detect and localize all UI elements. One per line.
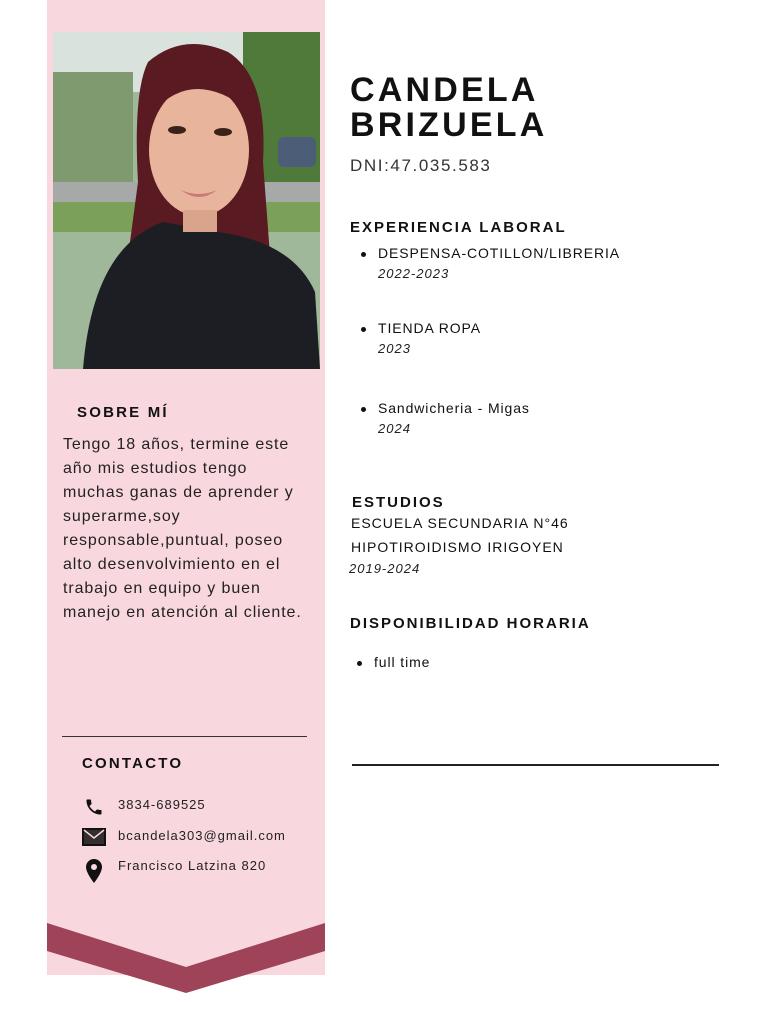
contact-title: CONTACTO bbox=[82, 755, 184, 772]
experience-title: EXPERIENCIA LABORAL bbox=[350, 219, 567, 236]
contact-address bbox=[82, 858, 266, 888]
experience-job: TIENDA ROPA bbox=[360, 320, 481, 336]
experience-years: 2022-2023 bbox=[378, 266, 450, 281]
phone-text: 3834-689525 bbox=[118, 797, 206, 812]
experience-item bbox=[360, 320, 481, 356]
first-name: CANDELA bbox=[350, 71, 539, 109]
mail-icon bbox=[82, 828, 106, 850]
experience-job: DESPENSA-COTILLON/LIBRERIA bbox=[360, 245, 620, 261]
email-text: bcandela303@gmail.com bbox=[118, 828, 286, 843]
availability-text: full time bbox=[356, 654, 430, 670]
education-school-line2: HIPOTIROIDISMO IRIGOYEN bbox=[351, 539, 564, 555]
experience-item bbox=[360, 400, 530, 436]
profile-photo bbox=[53, 32, 320, 369]
sidebar-divider bbox=[62, 736, 307, 737]
experience-item bbox=[360, 245, 620, 281]
last-name: BRIZUELA bbox=[350, 106, 548, 144]
contact-phone bbox=[82, 797, 206, 819]
phone-icon bbox=[82, 797, 106, 819]
education-years: 2019-2024 bbox=[349, 561, 421, 576]
availability-item bbox=[356, 654, 430, 670]
dni-number: DNI:47.035.583 bbox=[350, 156, 492, 175]
ribbon-banner bbox=[47, 905, 325, 995]
experience-years: 2024 bbox=[378, 421, 411, 436]
education-title: ESTUDIOS bbox=[352, 494, 445, 511]
location-pin-icon bbox=[82, 858, 106, 888]
availability-title: DISPONIBILIDAD HORARIA bbox=[350, 615, 591, 632]
address-text: Francisco Latzina 820 bbox=[118, 858, 267, 873]
about-title: SOBRE MÍ bbox=[77, 404, 169, 421]
experience-years: 2023 bbox=[378, 341, 411, 356]
education-school-line1: ESCUELA SECUNDARIA N°46 bbox=[351, 515, 569, 531]
about-text: Tengo 18 años, termine este año mis estudios tengo muchas ganas de aprender y superarme,soy responsable,puntual, poseo alto desenvolvimiento en el trabajo en equipo y buen manejo en atención al cliente. bbox=[63, 436, 302, 621]
main-divider bbox=[352, 764, 719, 766]
experience-job: Sandwicheria - Migas bbox=[360, 400, 530, 416]
contact-email bbox=[82, 828, 286, 850]
full-name bbox=[350, 73, 547, 143]
